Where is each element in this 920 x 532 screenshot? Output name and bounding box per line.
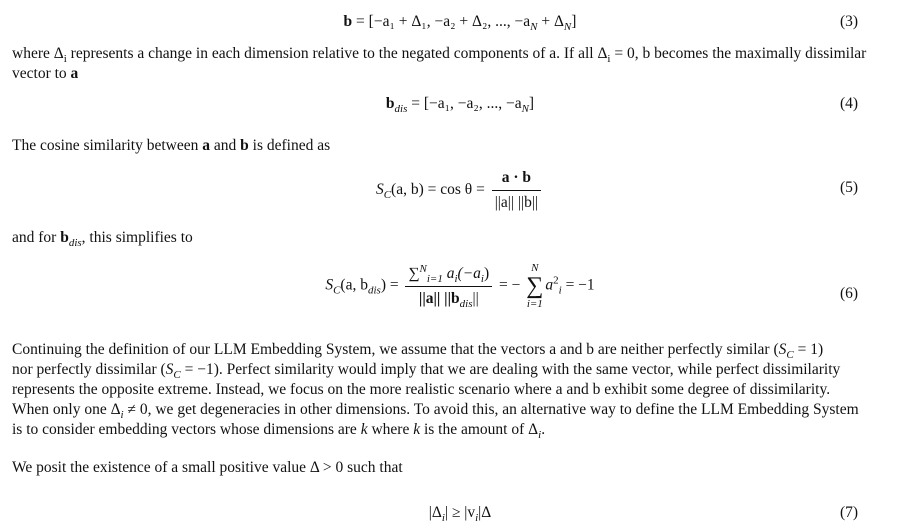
text-span: , this simplifies to: [81, 229, 193, 246]
eq6-sum-operator: [526, 262, 543, 310]
subscript: i: [63, 53, 67, 66]
eq6-lhs-sub: C: [333, 284, 341, 297]
eq5-args: (a, b) = cos θ =: [391, 181, 485, 199]
paragraph-4-line-3: [12, 380, 912, 400]
text-span: nor perfectly dissimilar (: [12, 361, 166, 378]
paragraph-4-line-5: [12, 420, 912, 440]
eq7-end: |Δ: [478, 504, 492, 521]
eq5-fraction: [492, 168, 541, 213]
paragraph-5: [12, 458, 912, 478]
equation-5: [0, 168, 920, 212]
paragraph-2: [12, 136, 912, 156]
eq3-rhs-end: ]: [571, 13, 577, 30]
eq5-denominator: ||a|| ||b||: [492, 190, 541, 213]
bold-vector: b: [60, 229, 69, 246]
sum-lower-limit: i=1: [526, 298, 543, 310]
eq7-mid: | ≥ |v: [444, 504, 476, 521]
equation-number: (5): [839, 179, 859, 196]
eq6-term: a: [545, 276, 554, 294]
eq4-rhs-end: ]: [528, 95, 535, 112]
bold-vector: a: [202, 137, 210, 154]
text-span: ≠ 0, we get degeneracies in other dimensions. To avoid this, an alternative way to define the LLM Embedding System: [123, 401, 859, 418]
subscript: i: [120, 409, 124, 422]
text-span: is the amount of Δ: [420, 421, 539, 438]
paragraph-1-line-1: [12, 44, 912, 64]
text-span: .: [541, 421, 546, 438]
text-span: = −1). Perfect similarity would imply that we are dealing with the same vector, while perfect dissimilarity: [180, 361, 841, 378]
eq3-rhs: = [−a₁ + Δ₁, −a₂ + Δ₂, ..., −a: [352, 13, 531, 30]
subscript: i: [607, 53, 611, 66]
paragraph-1-line-2: [12, 64, 912, 84]
subscript: i: [538, 429, 542, 442]
eq6-end: = −1: [561, 276, 595, 294]
equation-3-body: [0, 12, 920, 32]
bold-vector: a: [70, 65, 79, 82]
eq5-numerator: a · b: [501, 169, 532, 186]
subscript: i: [475, 512, 479, 525]
equation-4-body: [0, 94, 920, 114]
eq7-lhs: |Δ: [428, 504, 442, 521]
eq4-lhs: b: [385, 95, 395, 112]
eq6-args-end: ) =: [380, 276, 399, 294]
eq3-lhs: b: [343, 13, 353, 30]
subscript: i: [454, 272, 458, 285]
subscript: dis: [459, 297, 473, 310]
eq5-lhs-sub: C: [383, 189, 392, 202]
subscript: i: [480, 272, 484, 285]
eq6-args: (a, b: [340, 276, 368, 294]
eq6-fraction: [405, 264, 492, 309]
sum-upper-limit: N: [531, 262, 539, 274]
equation-number: (7): [839, 504, 859, 521]
equation-4: [0, 94, 920, 134]
eq6-numerator: [405, 264, 492, 286]
text-span: and for: [12, 229, 61, 246]
equation-7: [0, 503, 920, 527]
superscript: 2: [553, 274, 559, 287]
bold-vector: b: [240, 137, 249, 154]
subscript: dis: [68, 237, 82, 250]
text-span: = 0, b becomes the maximally dissimilar: [610, 45, 867, 62]
equation-5-body: [0, 168, 920, 213]
text-span: represents a change in each dimension relative to the negated components of a. If all Δ: [66, 45, 608, 62]
text-span: represents the opposite extreme. Instead, we focus on the more realistic scenario where a and b exhibit some degree of dissimilarity.: [12, 381, 831, 398]
subscript: i: [441, 512, 445, 525]
text-span: where Δ: [12, 45, 64, 62]
eq6-lhs: S: [325, 276, 334, 294]
text-span: is defined as: [248, 137, 331, 154]
text-span: where: [367, 421, 414, 438]
eq4-lhs-sub: dis: [394, 103, 408, 116]
eq3-sub2: N: [563, 21, 572, 34]
subscript: C: [173, 369, 181, 382]
text-span: Continuing the definition of our LLM Embedding System, we assume that the vectors a and b are neither perfectly similar (: [12, 341, 779, 358]
paragraph-1: [12, 44, 912, 84]
equation-number: (6): [839, 285, 859, 302]
eq3-sub: N: [530, 21, 538, 34]
equation-7-body: [0, 503, 920, 523]
eq3-rhs-mid: + Δ: [537, 13, 564, 30]
eq6-mid: = −: [499, 276, 521, 294]
math-var: S: [778, 341, 787, 358]
sum-symbol: ∑: [408, 264, 420, 282]
equation-6: [0, 262, 920, 322]
eq4-sub: N: [521, 103, 529, 116]
eq6-args-sub: dis: [367, 284, 381, 297]
paragraph-4: [12, 340, 912, 440]
text-span: vector to: [12, 65, 71, 82]
text-span: = 1): [793, 341, 824, 358]
text-span: ||: [472, 289, 479, 307]
math-var: k: [360, 421, 368, 438]
paragraph-4-line-2: [12, 360, 912, 380]
equation-number: (4): [839, 95, 859, 112]
sigma-icon: ∑: [526, 273, 544, 299]
subscript: C: [786, 349, 794, 362]
text-span: and: [210, 137, 241, 154]
paragraph-4-line-4: [12, 400, 912, 420]
text-span: The cosine similarity between: [12, 137, 203, 154]
superscript: N: [419, 262, 427, 275]
subscript: i=1: [426, 272, 443, 285]
equation-number: (3): [839, 13, 859, 30]
math-var: k: [413, 421, 421, 438]
text-span: When only one Δ: [12, 401, 121, 418]
equation-6-body: [0, 262, 920, 310]
paragraph-4-line-1: [12, 340, 912, 360]
text-span: ): [483, 264, 490, 282]
text-span: (−a: [457, 264, 481, 282]
eq4-rhs: = [−a₁, −a₂, ..., −a: [407, 95, 522, 112]
text-span: ||a|| ||b: [418, 289, 460, 307]
math-var: S: [165, 361, 174, 378]
eq5-lhs: S: [375, 181, 384, 199]
eq6-denominator: [405, 286, 492, 309]
text-span: a: [442, 264, 455, 282]
text-span: We posit the existence of a small positive value Δ > 0 such that: [12, 459, 403, 476]
subscript: i: [558, 284, 562, 297]
paragraph-3: [12, 228, 912, 248]
text-span: is to consider embedding vectors whose dimensions are: [12, 421, 361, 438]
